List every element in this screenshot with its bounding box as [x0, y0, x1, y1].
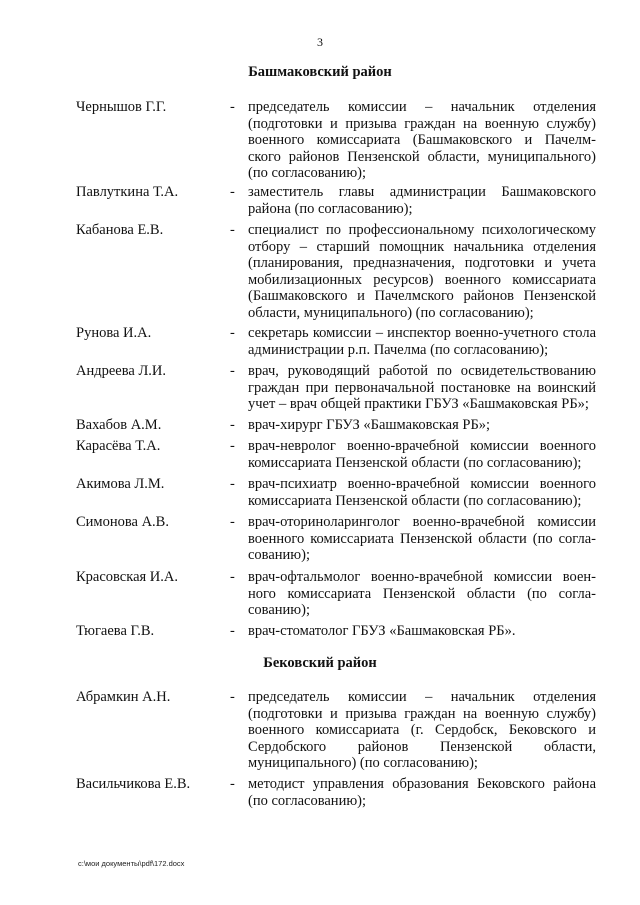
member-description: председатель комиссии – начальник отделения (подготовки и призыва граждан на военную службу) военного комиссариата (г. Сердобск, Бековского и Сердобского районов Пензенской области, муниципального) (по согласованию);: [248, 689, 596, 772]
member-name: Акимова Л.М.: [76, 476, 165, 492]
member-description: врач-хирург ГБУЗ «Башмаковская РБ»;: [248, 417, 491, 433]
page-number: 3: [317, 35, 323, 49]
member-description: врач-оториноларинголог военно-врачебной комиссии военного комиссариата Пензенской области (по согла- сованию);: [248, 514, 596, 564]
member-name: Рунова И.А.: [76, 325, 152, 341]
member-dash: -: [230, 184, 235, 200]
member-dash: -: [230, 776, 235, 792]
member-dash: -: [230, 476, 235, 492]
member-name: Карасёва Т.А.: [76, 438, 161, 454]
member-description: врач-психиатр военно-врачебной комиссии военного комиссариата Пензенской области (по согласованию);: [248, 476, 596, 509]
section-bekovsky: [0, 655, 640, 671]
member-name: Вахабов А.М.: [76, 417, 162, 433]
member-name: Кабанова Е.В.: [76, 222, 164, 238]
member-name: Красовская И.А.: [76, 569, 178, 585]
member-name: Васильчикова Е.В.: [76, 776, 191, 792]
section-bashmakovsky: [0, 64, 640, 80]
member-name: Абрамкин А.Н.: [76, 689, 171, 705]
member-dash: -: [230, 438, 235, 454]
file-path-footer: c:\мои документы\pdf\172.docx: [78, 859, 185, 868]
member-description: методист управления образования Бековского района (по согласованию);: [248, 776, 596, 809]
member-name: Симонова А.В.: [76, 514, 169, 530]
member-description: врач-стоматолог ГБУЗ «Башмаковская РБ».: [248, 623, 516, 639]
member-name: Тюгаева Г.В.: [76, 623, 155, 639]
member-description: заместитель главы администрации Башмаковского района (по согласованию);: [248, 184, 596, 217]
member-dash: -: [230, 417, 235, 433]
member-dash: -: [230, 569, 235, 585]
member-name: Павлуткина Т.А.: [76, 184, 179, 200]
member-description: врач-невролог военно-врачебной комиссии военного комиссариата Пензенской области (по согласованию);: [248, 438, 596, 471]
section-title: Башмаковский район: [248, 64, 392, 80]
member-description: врач-офтальмолог военно-врачебной комиссии воен- ного комиссариата Пензенской области (по согла- сованию);: [248, 569, 596, 619]
member-description: председатель комиссии – начальник отделения (подготовки и призыва граждан на военную службу) военного комиссариата (Башмаковского и Пачелм- ского районов Пензенской области, муниципального) (по согласованию);: [248, 99, 596, 182]
section-title: Бековский район: [263, 655, 377, 671]
member-description: секретарь комиссии – инспектор военно-учетного стола администрации р.п. Пачелма (по согласованию);: [248, 325, 596, 358]
member-dash: -: [230, 514, 235, 530]
member-description: врач, руководящий работой по освидетельствованию граждан при первоначальной постановке на воинский учет – врач общей практики ГБУЗ «Башмаковская РБ»;: [248, 363, 596, 413]
member-dash: -: [230, 623, 235, 639]
member-dash: -: [230, 363, 235, 379]
member-dash: -: [230, 689, 235, 705]
member-name: Андреева Л.И.: [76, 363, 167, 379]
member-name: Чернышов Г.Г.: [76, 99, 167, 115]
member-dash: -: [230, 325, 235, 341]
member-dash: -: [230, 99, 235, 115]
member-description: специалист по профессиональному психологическому отбору – старший помощник начальника отделения (планирования, предназначения, подготовки и учета мобилизационных ресурсов) военного комиссариата (Башмаковского и Пачелмского районов Пензенской области, муниципального) (по согласованию);: [248, 222, 596, 321]
member-dash: -: [230, 222, 235, 238]
